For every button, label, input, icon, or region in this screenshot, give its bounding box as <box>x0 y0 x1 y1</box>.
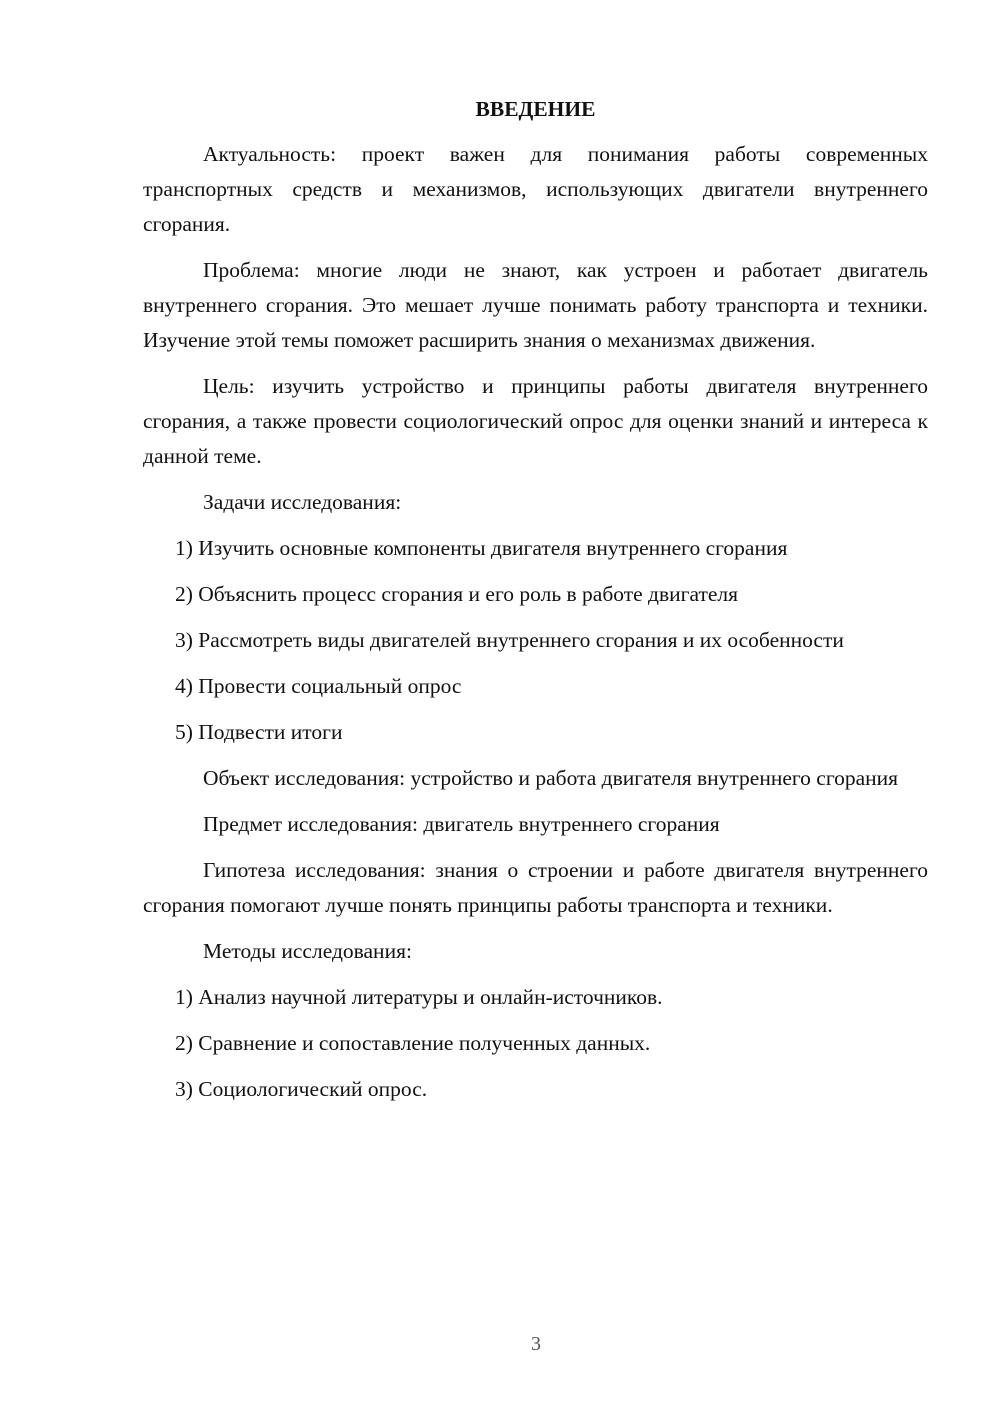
methods-heading: Методы исследования: <box>203 939 412 963</box>
task-item: 2) Объяснить процесс сгорания и его роль в работе двигателя <box>175 582 738 606</box>
method-item: 1) Анализ научной литературы и онлайн-источников. <box>175 985 663 1009</box>
task-item: 1) Изучить основные компоненты двигателя внутреннего сгорания <box>175 536 788 560</box>
paragraph-problem: Проблема: многие люди не знают, как устроен и работает двигатель внутреннего сгорания. Это мешает лучше понимать работу транспорта и техники. Изучение этой темы поможет расширить знания о механизмах движения. <box>143 258 928 352</box>
method-item: 2) Сравнение и сопоставление полученных данных. <box>175 1031 651 1055</box>
task-item: 4) Провести социальный опрос <box>175 674 462 698</box>
paragraph-goal: Цель: изучить устройство и принципы работы двигателя внутреннего сгорания, а также провести социологический опрос для оценки знаний и интереса к данной теме. <box>143 374 928 468</box>
method-item: 3) Социологический опрос. <box>175 1077 428 1101</box>
paragraph-object: Объект исследования: устройство и работа двигателя внутреннего сгорания <box>203 766 899 790</box>
paragraph-hypothesis: Гипотеза исследования: знания о строении и работе двигателя внутреннего сгорания помогают лучше понять принципы работы транспорта и техники. <box>143 858 928 917</box>
task-item: 5) Подвести итоги <box>175 720 343 744</box>
paragraph-relevance: Актуальность: проект важен для понимания работы современных транспортных средств и механизмов, использующих двигатели внутреннего сгорания. <box>143 142 928 236</box>
paragraph-subject: Предмет исследования: двигатель внутреннего сгорания <box>203 812 720 836</box>
section-title: ВВЕДЕНИЕ <box>475 97 596 121</box>
page-content <box>143 92 928 1118</box>
tasks-heading: Задачи исследования: <box>203 490 402 514</box>
task-item: 3) Рассмотреть виды двигателей внутреннего сгорания и их особенности <box>175 628 844 652</box>
page-number: 3 <box>531 1333 541 1355</box>
